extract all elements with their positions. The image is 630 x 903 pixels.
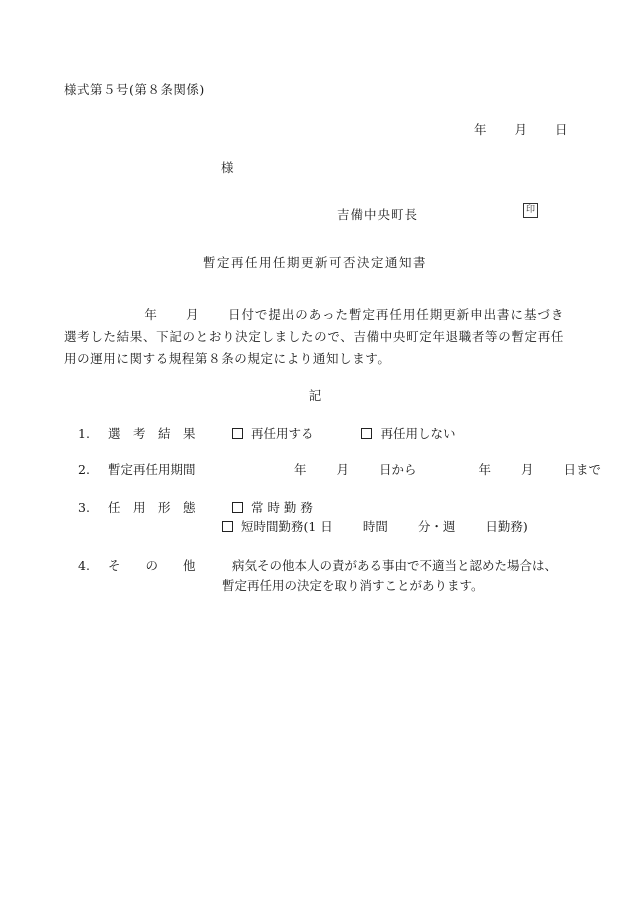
- checkbox-not-reappoint[interactable]: [361, 428, 372, 439]
- seal-mark: 印: [523, 203, 538, 218]
- option-part-time-hours: 時間: [362, 519, 388, 534]
- checkbox-reappoint[interactable]: [232, 428, 243, 439]
- period-to-day: 日まで: [563, 462, 602, 477]
- issuer-name: 吉備中央町長: [337, 207, 419, 222]
- item-selection-result: [78, 424, 455, 442]
- date-month: 月: [514, 122, 528, 137]
- notice-body: [64, 304, 564, 370]
- item-number: 2.: [78, 462, 90, 477]
- document-title: 暫定再任用任期更新可否決定通知書: [202, 255, 427, 270]
- date-day: 日: [555, 122, 568, 137]
- item-number: 4.: [78, 558, 90, 573]
- item-number: 3.: [78, 500, 90, 515]
- ki-heading: 記: [308, 388, 322, 403]
- item-number: 1.: [78, 426, 90, 441]
- option-reappoint: 再任用する: [250, 426, 314, 441]
- period-from-day: 日から: [379, 462, 417, 477]
- option-not-reappoint: 再任用しない: [380, 426, 456, 441]
- item-other: [78, 556, 557, 574]
- addressee-suffix: 様: [221, 160, 234, 175]
- item-employment-type-part-time: [222, 517, 528, 535]
- body-month: 月: [185, 307, 200, 322]
- period-from-month: 月: [336, 462, 349, 477]
- option-part-time-days: 日勤務): [485, 519, 528, 534]
- option-full-time: 常 時 勤 務: [250, 500, 313, 515]
- period-to-year: 年: [478, 462, 492, 477]
- item-label: 選 考 結 果: [107, 426, 196, 441]
- period-to-month: 月: [521, 462, 534, 477]
- issue-date: [474, 120, 568, 138]
- checkbox-full-time[interactable]: [232, 502, 243, 513]
- item-label: 暫定再任用期間: [107, 462, 196, 477]
- period-from-year: 年: [293, 462, 307, 477]
- option-part-time-prefix: 短時間勤務(1 日: [241, 519, 333, 534]
- body-text: 日付で提出のあった暫定再任用任期更新申出書に基づき選考した結果、下記のとおり決定しましたので、吉備中央町定年退職者等の暫定再任用の運用に関する規程第８条の規定により通知します。: [64, 307, 564, 366]
- item-label: そ の 他: [107, 558, 196, 573]
- item-label: 任 用 形 態: [107, 500, 196, 515]
- other-line-1: 病気その他本人の責がある事由で不適当と認めた場合は、: [231, 558, 557, 573]
- date-year: 年: [474, 122, 487, 137]
- item-employment-type: [78, 498, 313, 516]
- body-year: 年: [144, 307, 158, 322]
- form-number: 様式第５号(第８条関係): [64, 82, 205, 97]
- item-reappointment-period: [78, 460, 601, 478]
- other-line-2: 暫定再任用の決定を取り消すことがあります。: [222, 578, 484, 593]
- checkbox-part-time[interactable]: [222, 521, 233, 532]
- option-part-time-minutes: 分・週: [417, 519, 456, 534]
